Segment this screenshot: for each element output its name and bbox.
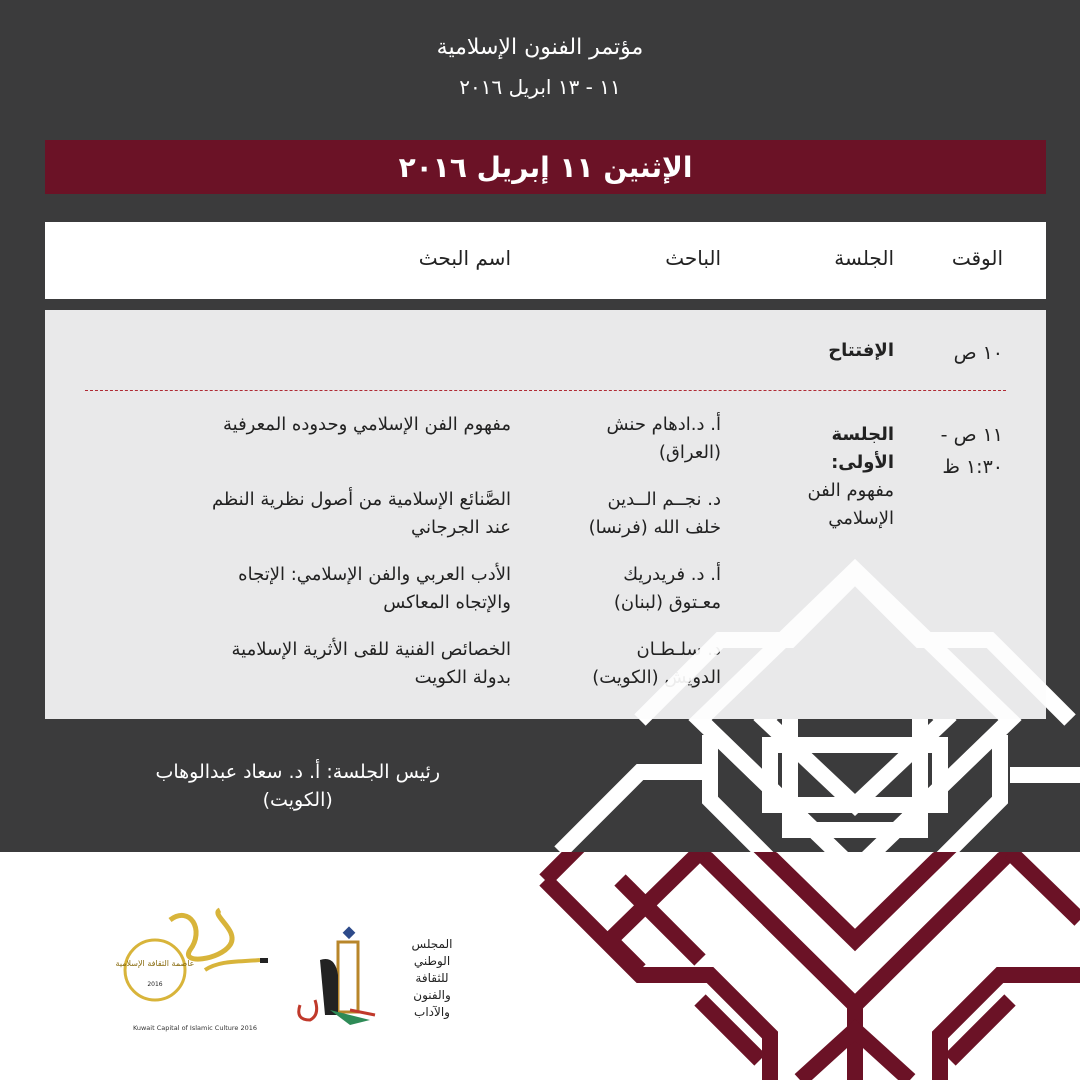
researcher-1-line2: (العراق) <box>658 442 721 463</box>
session-name-line4: الإسلامي <box>828 508 894 529</box>
national-council-logo-text <box>402 936 462 1021</box>
researcher-3-line1: أ. د. فريدريك <box>623 564 721 585</box>
logos-area <box>110 900 470 1040</box>
paper-3-title-line2: والإتجاه المعاكس <box>383 592 511 613</box>
council-text-line3: للثقافة <box>415 971 449 985</box>
council-text-line5: والآداب <box>414 1005 450 1019</box>
session-time-end: ١:٣٠ ظ <box>942 456 1003 478</box>
conference-dates: ١١ - ١٣ ابريل ٢٠١٦ <box>459 75 621 99</box>
column-header-time: الوقت <box>951 246 1003 270</box>
kuwait-logo-year: 2016 <box>147 981 163 988</box>
opening-time: ١٠ ص <box>953 342 1003 364</box>
paper-2-title-line2: عند الجرجاني <box>410 517 511 538</box>
council-text-line2: الوطني <box>413 954 451 968</box>
researcher-3-line2: معـتوق (لبنان) <box>613 592 721 613</box>
researcher-2-line1: د. نجــم الــدين <box>607 489 721 510</box>
conference-title: مؤتمر الفنون الإسلامية <box>436 35 644 60</box>
session-time-start: ١١ ص - <box>940 424 1003 446</box>
day-label: الإثنين ١١ إبريل ٢٠١٦ <box>398 150 693 184</box>
opening-session: الإفتتاح <box>828 340 894 361</box>
researcher-1-line1: أ. د.ادهام حنش <box>606 414 721 435</box>
session-name-line2: الأولى: <box>831 452 894 473</box>
kuwait-capital-caption: Kuwait Capital of Islamic Culture 2016 <box>132 1024 258 1032</box>
session-chair-country: (الكويت) <box>262 789 333 811</box>
column-header-researcher: الباحث <box>665 246 721 270</box>
conference-header <box>0 30 1080 104</box>
researcher-4-line1: د. سلـطـان <box>636 639 721 660</box>
session-chair-name: رئيس الجلسة: أ. د. سعاد عبدالوهاب <box>155 761 440 783</box>
session-chair <box>155 758 440 814</box>
paper-4-title-line2: بدولة الكويت <box>414 667 511 688</box>
paper-2-title-line1: الصَّنائع الإسلامية من أصول نظرية النظم <box>211 489 511 510</box>
researcher-4-line2: الدويش (الكويت) <box>592 667 721 688</box>
council-text-line1: المجلس <box>411 937 453 951</box>
national-council-logo-mark <box>290 920 390 1030</box>
table-header-row <box>45 222 1046 299</box>
day-banner <box>45 140 1046 194</box>
kuwait-logo-calligraphy: عاصمة الثقافة الإسلامية <box>115 959 195 968</box>
row-divider <box>85 390 1006 391</box>
session-name-line3: مفهوم الفن <box>807 480 894 501</box>
schedule-table-body <box>45 310 1046 719</box>
paper-4-title-line1: الخصائص الفنية للقى الأثرية الإسلامية <box>231 639 511 660</box>
column-header-paper: اسم البحث <box>418 246 511 270</box>
paper-1-title-line1: مفهوم الفن الإسلامي وحدوده المعرفية <box>223 414 511 435</box>
column-header-session: الجلسة <box>834 246 894 270</box>
council-text-line4: والفنون <box>413 988 451 1002</box>
researcher-2-line2: خلف الله (فرنسا) <box>588 517 721 538</box>
session-name-line1: الجلسة <box>831 424 894 445</box>
kuwait-capital-logo <box>110 900 280 1020</box>
paper-3-title-line1: الأدب العربي والفن الإسلامي: الإتجاه <box>238 564 511 585</box>
